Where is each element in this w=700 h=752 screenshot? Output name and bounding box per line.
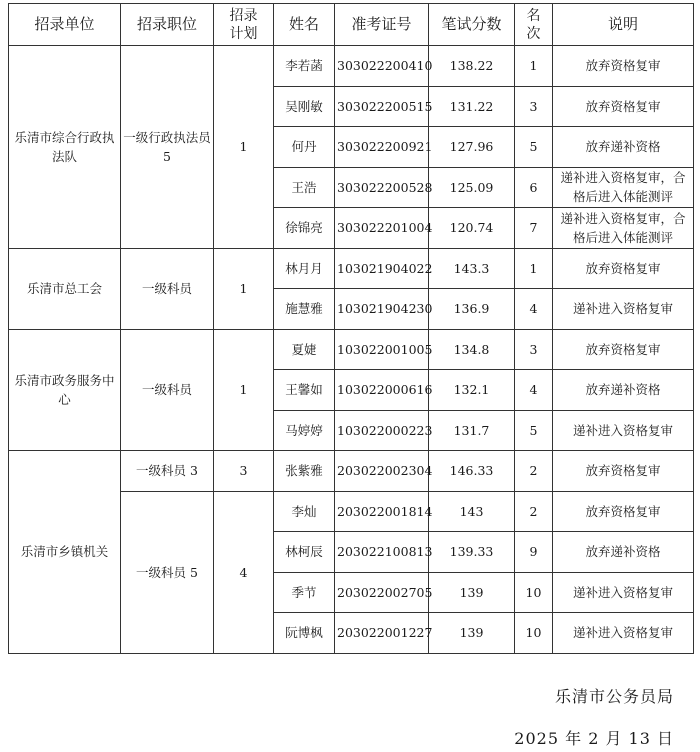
header-rank-line1: 名 [526,7,541,24]
exam-id-cell: 203022001814 [335,491,429,532]
exam-id-cell: 303022200410 [335,46,429,87]
score-cell: 131.22 [429,86,515,127]
position-cell: 一级科员 3 [121,451,214,492]
position-cell: 一级科员 5 [121,491,214,653]
score-cell: 143 [429,491,515,532]
name-cell: 何丹 [274,127,335,168]
note-cell: 递补进入资格复审，合格后进入体能测评 [553,208,694,249]
header-plan-line2: 计划 [229,25,258,42]
rank-cell: 7 [515,208,553,249]
name-cell: 李若菡 [274,46,335,87]
table-row [9,451,694,492]
name-cell: 季节 [274,572,335,613]
rank-cell: 3 [515,329,553,370]
exam-id-cell: 203022002304 [335,451,429,492]
name-cell: 王浩 [274,167,335,208]
exam-id-cell: 303022200515 [335,86,429,127]
plan-cell: 1 [214,329,274,451]
exam-id-cell: 103022000616 [335,370,429,411]
plan-cell: 3 [214,451,274,492]
unit-cell: 乐清市政务服务中心 [9,329,121,451]
header-plan-line1: 招录 [229,7,258,24]
score-cell: 146.33 [429,451,515,492]
rank-cell: 2 [515,491,553,532]
note-cell: 放弃资格复审 [553,248,694,289]
score-cell: 143.3 [429,248,515,289]
exam-id-cell: 303022201004 [335,208,429,249]
unit-cell: 乐清市综合行政执法队 [9,46,121,249]
rank-cell: 3 [515,86,553,127]
table-row [9,248,694,289]
rank-cell: 9 [515,532,553,573]
name-cell: 夏婕 [274,329,335,370]
table-row [9,46,694,87]
rank-cell: 1 [515,248,553,289]
exam-id-cell: 303022200921 [335,127,429,168]
rank-cell: 2 [515,451,553,492]
note-cell: 递补进入资格复审 [553,289,694,330]
score-cell: 120.74 [429,208,515,249]
note-cell: 递补进入资格复审 [553,572,694,613]
position-cell: 一级科员 [121,248,214,329]
plan-cell: 1 [214,46,274,249]
rank-cell: 4 [515,370,553,411]
name-cell: 王馨如 [274,370,335,411]
name-cell: 林柯辰 [274,532,335,573]
name-cell: 张紫雅 [274,451,335,492]
unit-cell: 乐清市乡镇机关 [9,451,121,654]
header-plan [214,4,274,46]
note-cell: 放弃资格复审 [553,451,694,492]
exam-id-cell: 103021904230 [335,289,429,330]
rank-cell: 1 [515,46,553,87]
rank-cell: 6 [515,167,553,208]
header-position: 招录职位 [121,4,214,46]
note-cell: 放弃递补资格 [553,370,694,411]
exam-id-cell: 103022001005 [335,329,429,370]
roster-table [8,3,694,654]
plan-cell: 1 [214,248,274,329]
note-cell: 放弃资格复审 [553,329,694,370]
rank-cell: 10 [515,572,553,613]
score-cell: 125.09 [429,167,515,208]
rank-cell: 4 [515,289,553,330]
score-cell: 138.22 [429,46,515,87]
exam-id-cell: 103021904022 [335,248,429,289]
note-cell: 递补进入资格复审 [553,613,694,654]
name-cell: 徐锦亮 [274,208,335,249]
name-cell: 施慧雅 [274,289,335,330]
rank-cell: 5 [515,127,553,168]
note-cell: 放弃递补资格 [553,532,694,573]
header-rank [515,4,553,46]
issue-date: 2025 年 2 月 13 日 [514,729,674,748]
score-cell: 139 [429,572,515,613]
note-cell: 递补进入资格复审 [553,410,694,451]
score-cell: 139 [429,613,515,654]
note-cell: 放弃资格复审 [553,46,694,87]
score-cell: 127.96 [429,127,515,168]
header-name: 姓名 [274,4,335,46]
rank-cell: 10 [515,613,553,654]
exam-id-cell: 103022000223 [335,410,429,451]
score-cell: 131.7 [429,410,515,451]
plan-cell: 4 [214,491,274,653]
exam-id-cell: 303022200528 [335,167,429,208]
note-cell: 递补进入资格复审，合格后进入体能测评 [553,167,694,208]
exam-id-cell: 203022001227 [335,613,429,654]
header-row [9,4,694,46]
header-note: 说明 [553,4,694,46]
header-score: 笔试分数 [429,4,515,46]
note-cell: 放弃资格复审 [553,491,694,532]
name-cell: 阮博枫 [274,613,335,654]
unit-cell: 乐清市总工会 [9,248,121,329]
header-exam-id: 准考证号 [335,4,429,46]
rank-cell: 5 [515,410,553,451]
name-cell: 马婷婷 [274,410,335,451]
position-cell: 一级科员 [121,329,214,451]
score-cell: 136.9 [429,289,515,330]
score-cell: 139.33 [429,532,515,573]
exam-id-cell: 203022002705 [335,572,429,613]
note-cell: 放弃递补资格 [553,127,694,168]
header-rank-line2: 次 [526,25,541,42]
exam-id-cell: 203022100813 [335,532,429,573]
position-cell: 一级行政执法员 5 [121,46,214,249]
name-cell: 李灿 [274,491,335,532]
note-cell: 放弃资格复审 [553,86,694,127]
issuing-organization: 乐清市公务员局 [554,687,674,706]
roster-body [9,46,694,654]
name-cell: 吴刚敏 [274,86,335,127]
name-cell: 林月月 [274,248,335,289]
score-cell: 134.8 [429,329,515,370]
header-unit: 招录单位 [9,4,121,46]
score-cell: 132.1 [429,370,515,411]
table-row [9,329,694,370]
